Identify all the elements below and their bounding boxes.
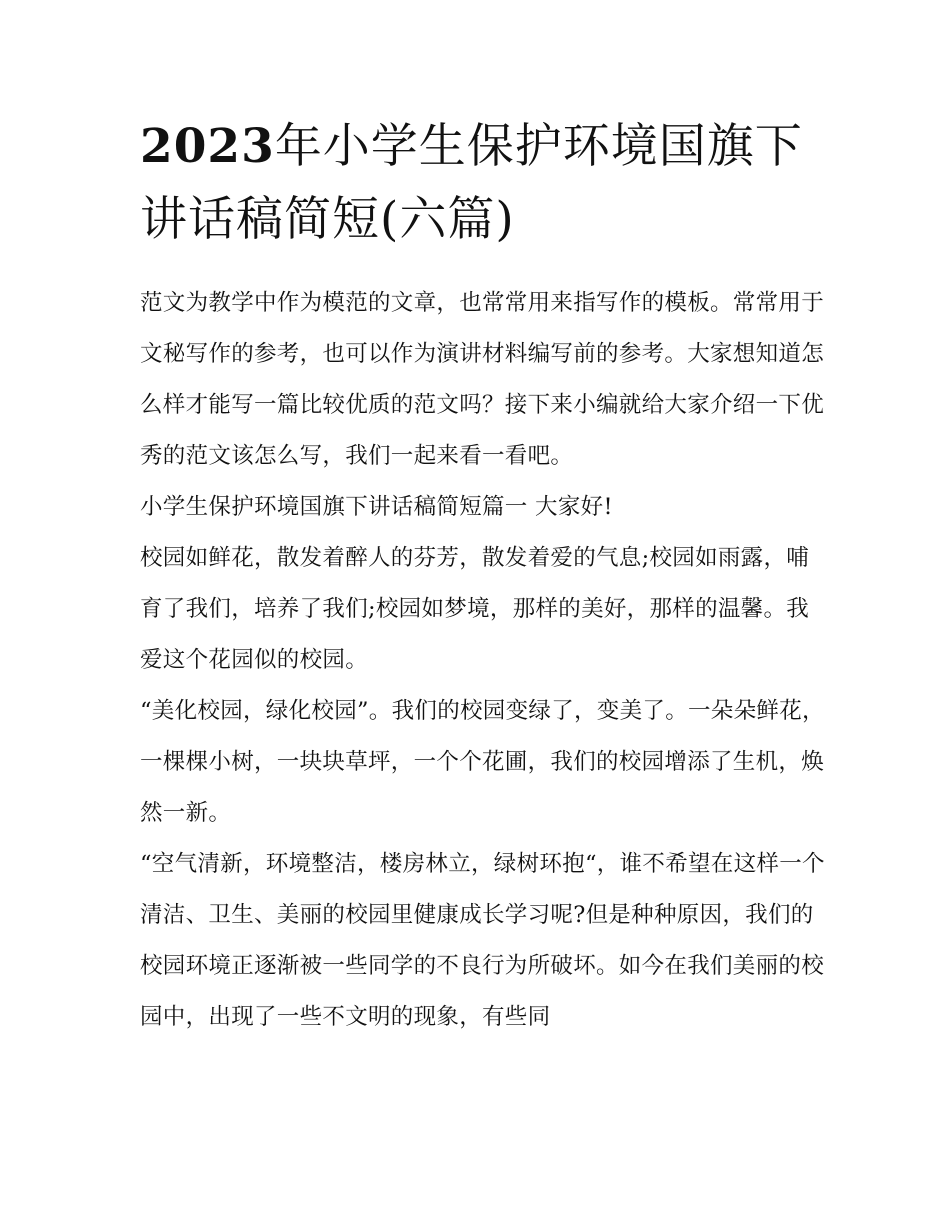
paragraph-beautify-campus: “美化校园，绿化校园”。我们的校园变绿了，变美了。一朵朵鲜花，一棵棵小树，一块块草坪，一个个花圃，我们的校园增添了生机，焕然一新。 bbox=[140, 698, 825, 826]
paragraph-intro: 范文为教学中作为模范的文章，也常常用来指写作的模板。常常用于文秘写作的参考，也可以作为演讲材料编写前的参考。大家想知道怎么样才能写一篇比较优质的范文吗？接下来小编就给大家介绍一下优秀的范文该怎么写，我们一起来看一看吧。 bbox=[140, 290, 825, 469]
paragraph-section-heading: 小学生保护环境国旗下讲话稿简短篇一 大家好! bbox=[140, 494, 613, 520]
title-year: 2023 bbox=[140, 119, 275, 174]
paragraph-fresh-air: “空气清新，环境整洁，楼房林立，绿树环抱“，谁不希望在这样一个清洁、卫生、美丽的校园里健康成长学习呢?但是种种原因，我们的校园环境正逐渐被一些同学的不良行为所破坏。如今在我们美丽的校园中，出现了一些不文明的现象，有些同 bbox=[140, 851, 825, 1030]
document-body bbox=[140, 278, 830, 1043]
document-title bbox=[140, 110, 830, 256]
paragraph-campus-flower: 校园如鲜花，散发着醉人的芬芳，散发着爱的气息;校园如雨露，哺育了我们，培养了我们;校园如梦境，那样的美好，那样的温馨。我爱这个花园似的校园。 bbox=[140, 545, 810, 673]
title-text: 年小学生保护环境国旗下讲话稿简短(六篇) bbox=[140, 119, 803, 247]
